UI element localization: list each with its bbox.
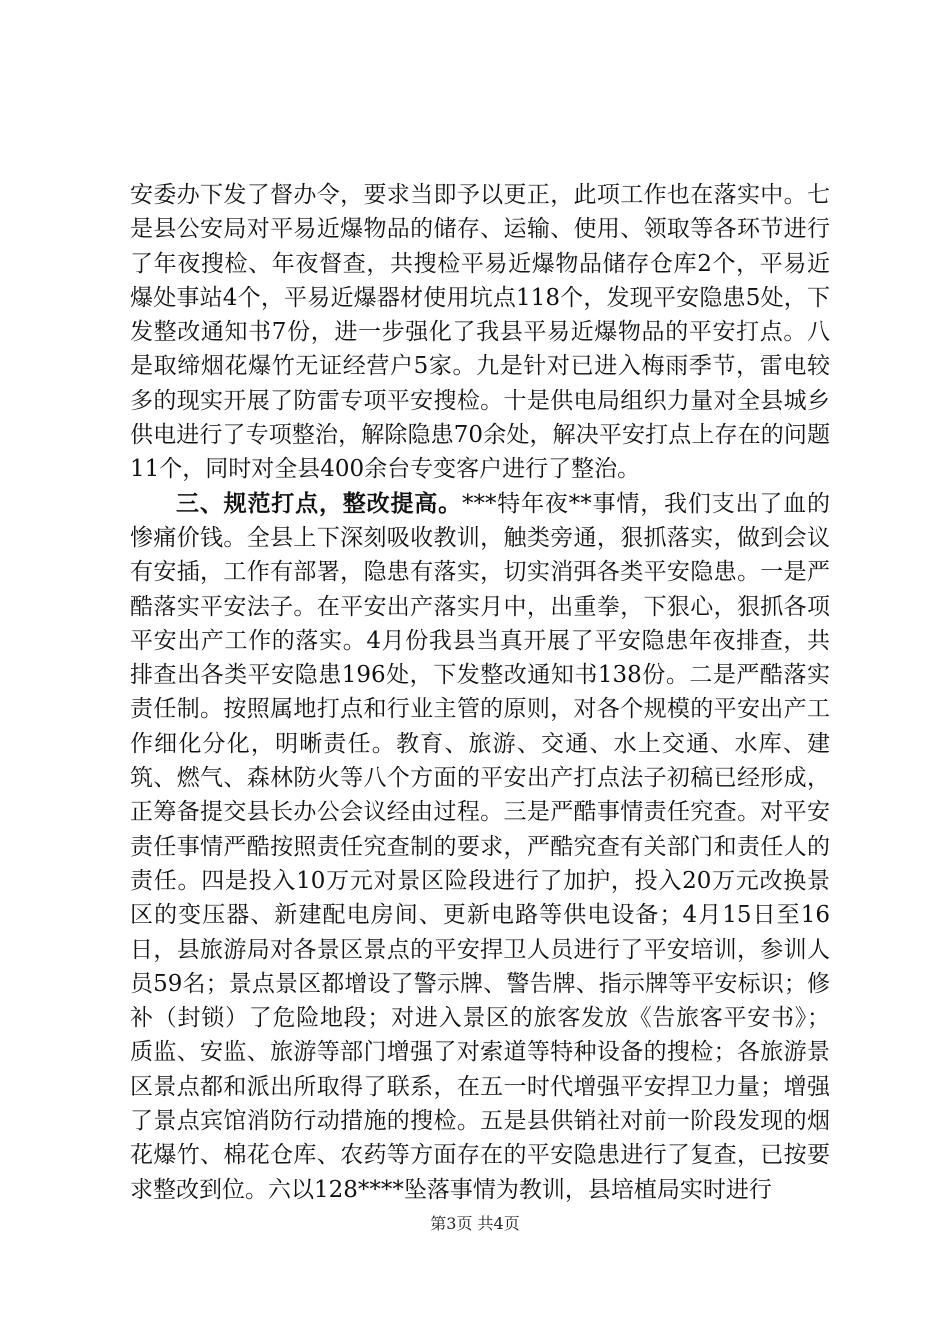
page-number-label: 第3页 共4页 <box>430 1214 520 1233</box>
paragraph <box>130 487 830 1207</box>
paragraph-text: ***特年夜**事情，我们支出了血的惨痛价钱。全县上下深刻吸收教训，触类旁通，狠抓落实，做到会议有安插，工作有部署，隐患有落实，切实消弭各类平安隐患。一是严酷落实平安法子。在平安出产落实月中，出重拳，下狠心，狠抓各项平安出产工作的落实。4月份我县当真开展了平安隐患年夜排查，共排查出各类平安隐患196处，下发整改通知书138份。二是严酷落实责任制。按照属地打点和行业主管的原则，对各个规模的平安出产工作细化分化，明晰责任。教育、旅游、交通、水上交通、水库、建筑、燃气、森林防火等八个方面的平安出产打点法子初稿已经形成，正筹备提交县长办公会议经由过程。三是严酷事情责任究查。对平安责任事情严酷按照责任究查制的要求，严酷究查有关部门和责任人的责任。四是投入10万元对景区险段进行了加护，投入20万元改换景区的变压器、新建配电房间、更新电路等供电设备；4月15日至16日，县旅游局对各景区景点的平安捍卫人员进行了平安培训，参训人员59名；景点景区都增设了警示牌、警告牌、指示牌等平安标识；修补（封锁）了危险地段；对进入景区的旅客发放《告旅客平安书》；质监、安监、旅游等部门增强了对索道等特种设备的搜检；各旅游景区景点都和派出所取得了联系，在五一时代增强平安捍卫力量；增强了景点宾馆消防行动措施的搜检。五是县供销社对前一阶段发现的烟花爆竹、棉花仓库、农药等方面存在的平安隐患进行了复查，已按要求整改到位。六以128****坠落事情为教训，县培植局实时进行 <box>130 490 831 1203</box>
page-footer <box>0 1214 950 1234</box>
section-heading: 三、规范打点，整改提高。 <box>176 489 462 517</box>
document-body <box>130 178 830 1207</box>
paragraph <box>130 178 830 487</box>
paragraph-text: 安委办下发了督办令，要求当即予以更正，此项工作也在落实中。七是县公安局对平易近爆物品的储存、运输、使用、领取等各环节进行了年夜搜检、年夜督查，共搜检平易近爆物品储存仓库2个，平易近爆处事站4个，平易近爆器材使用坑点118个，发现平安隐患5处，下发整改通知书7份，进一步强化了我县平易近爆物品的平安打点。八是取缔烟花爆竹无证经营户5家。九是针对已进入梅雨季节，雷电较多的现实开展了防雷专项平安搜检。十是供电局组织力量对全县城乡供电进行了专项整治，解除隐患70余处，解决平安打点上存在的问题11个，同时对全县400余台专变客户进行了整治。 <box>130 182 830 483</box>
